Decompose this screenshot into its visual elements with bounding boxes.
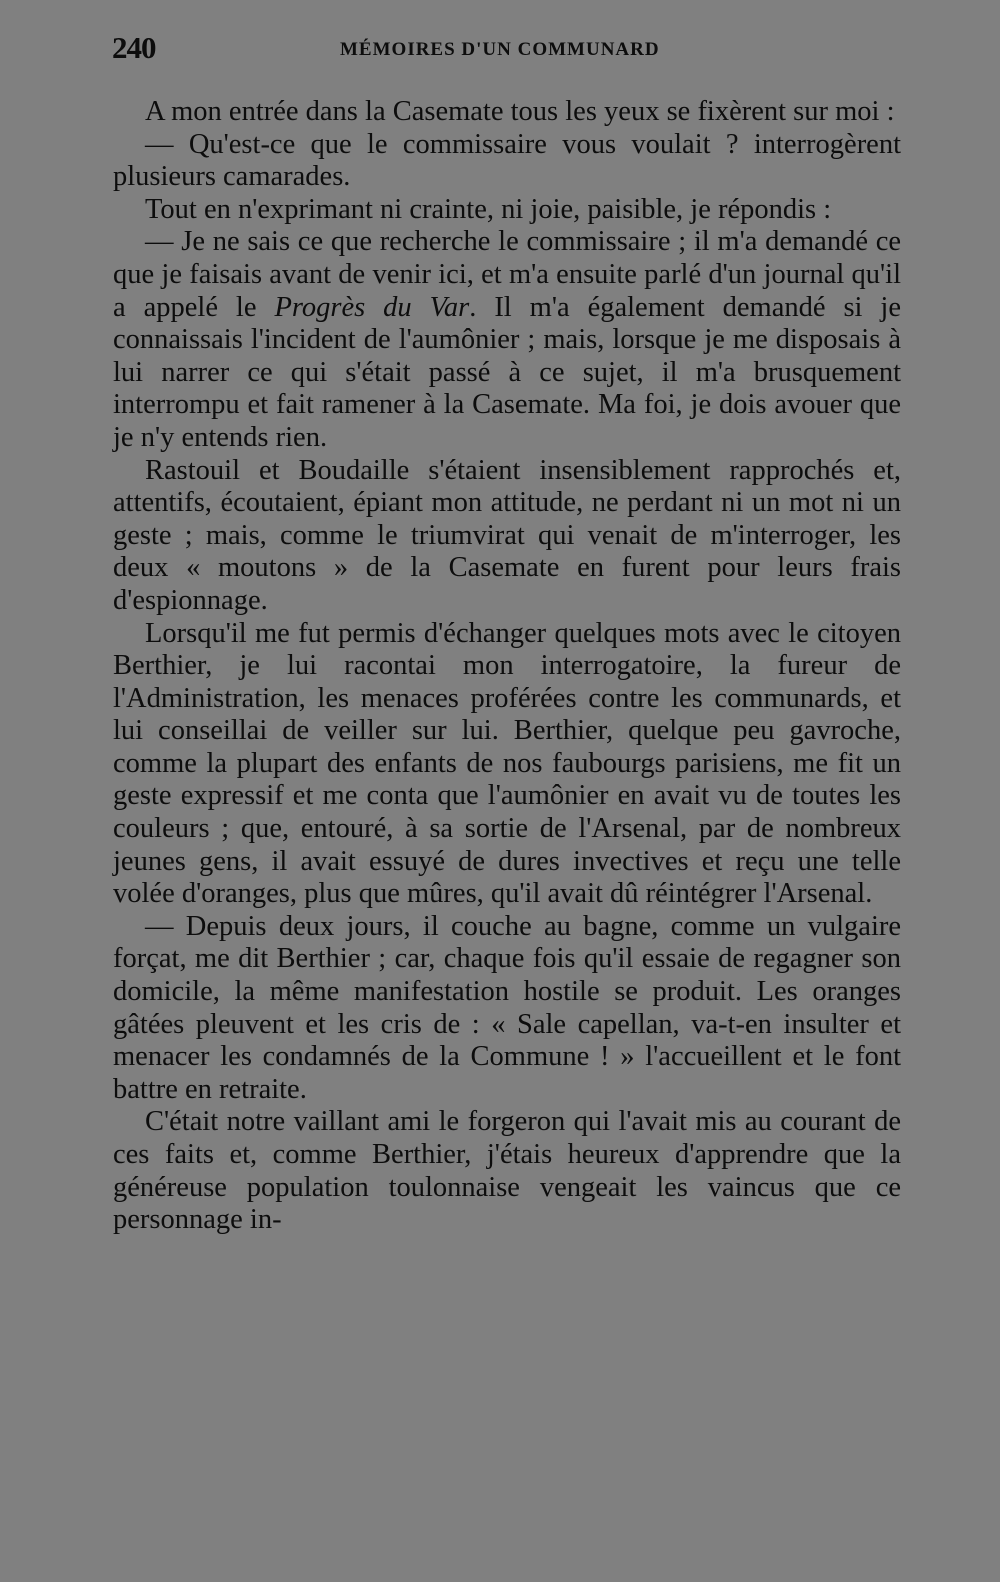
paragraph	[113, 226, 901, 454]
paragraph-text-after: . Il m'a également demandé si je connaissais l'incident de l'aumônier ; mais, lorsque je me disposais à lui narrer ce qui s'était passé à ce sujet, il m'a brusquement interrompu et fait ramener à la Casemate. Ma foi, je dois avouer que je n'y entends rien.	[113, 291, 901, 453]
running-head	[112, 30, 902, 70]
paragraph: — Depuis deux jours, il couche au bagne, comme un vulgaire forçat, me dit Berthier ; car, chaque fois qu'il essaie de regagner son domicile, la même manifestation hostile se produit. Les oranges gâtées pleuvent et les cris de : « Sale capellan, va-t-en insulter et menacer les condamnés de la Commune ! » l'accueillent et le font battre en retraite.	[113, 910, 901, 1105]
paragraph-text-before: — Je ne sais ce que recherche le commissaire ; il m'a demandé ce que je faisais avant de venir ici, et m'a ensuite parlé d'un journal qu'il a appelé le	[113, 226, 901, 323]
paragraph: Tout en n'exprimant ni crainte, ni joie, paisible, je répondis :	[145, 193, 832, 225]
paragraph: A mon entrée dans la Casemate tous les yeux se fixèrent sur moi :	[145, 96, 895, 127]
paragraph: C'était notre vaillant ami le forgeron qui l'avait mis au courant de ces faits et, comme Berthier, j'étais heureux d'apprendre que la généreuse population toulonnaise vengeait les vaincus que ce personnage in-	[113, 1106, 901, 1236]
body-text	[113, 96, 901, 1237]
paragraph: Rastouil et Boudaille s'étaient insensiblement rapprochés et, attentifs, écoutaient, épiant mon attitude, ne perdant ni un mot ni un geste ; mais, comme le triumvirat qui venait de m'interroger, les deux « moutons » de la Casemate en furent pour leurs frais d'espionnage.	[113, 454, 901, 616]
page-number: 240	[112, 30, 156, 65]
paragraph: — Qu'est-ce que le commissaire vous voulait ? interrogèrent plusieurs camarades.	[113, 128, 901, 193]
journal-title: Progrès du Var	[274, 291, 470, 323]
paragraph: Lorsqu'il me fut permis d'échanger quelques mots avec le citoyen Berthier, je lui racontai mon interrogatoire, la fureur de l'Administration, les menaces proférées contre les communards, et lui conseillai de veiller sur lui. Berthier, quelque peu gavroche, comme la plupart des enfants de nos faubourgs parisiens, me fit un geste expressif et me conta que l'aumônier en avait vu de toutes les couleurs ; que, entouré, à sa sortie de l'Arsenal, par de nombreux jeunes gens, il avait essuyé de dures invectives et reçu une telle volée d'oranges, plus que mûres, qu'il avait dû réintégrer l'Arsenal.	[113, 617, 901, 910]
running-title: MÉMOIRES D'UN COMMUNARD	[340, 39, 660, 60]
